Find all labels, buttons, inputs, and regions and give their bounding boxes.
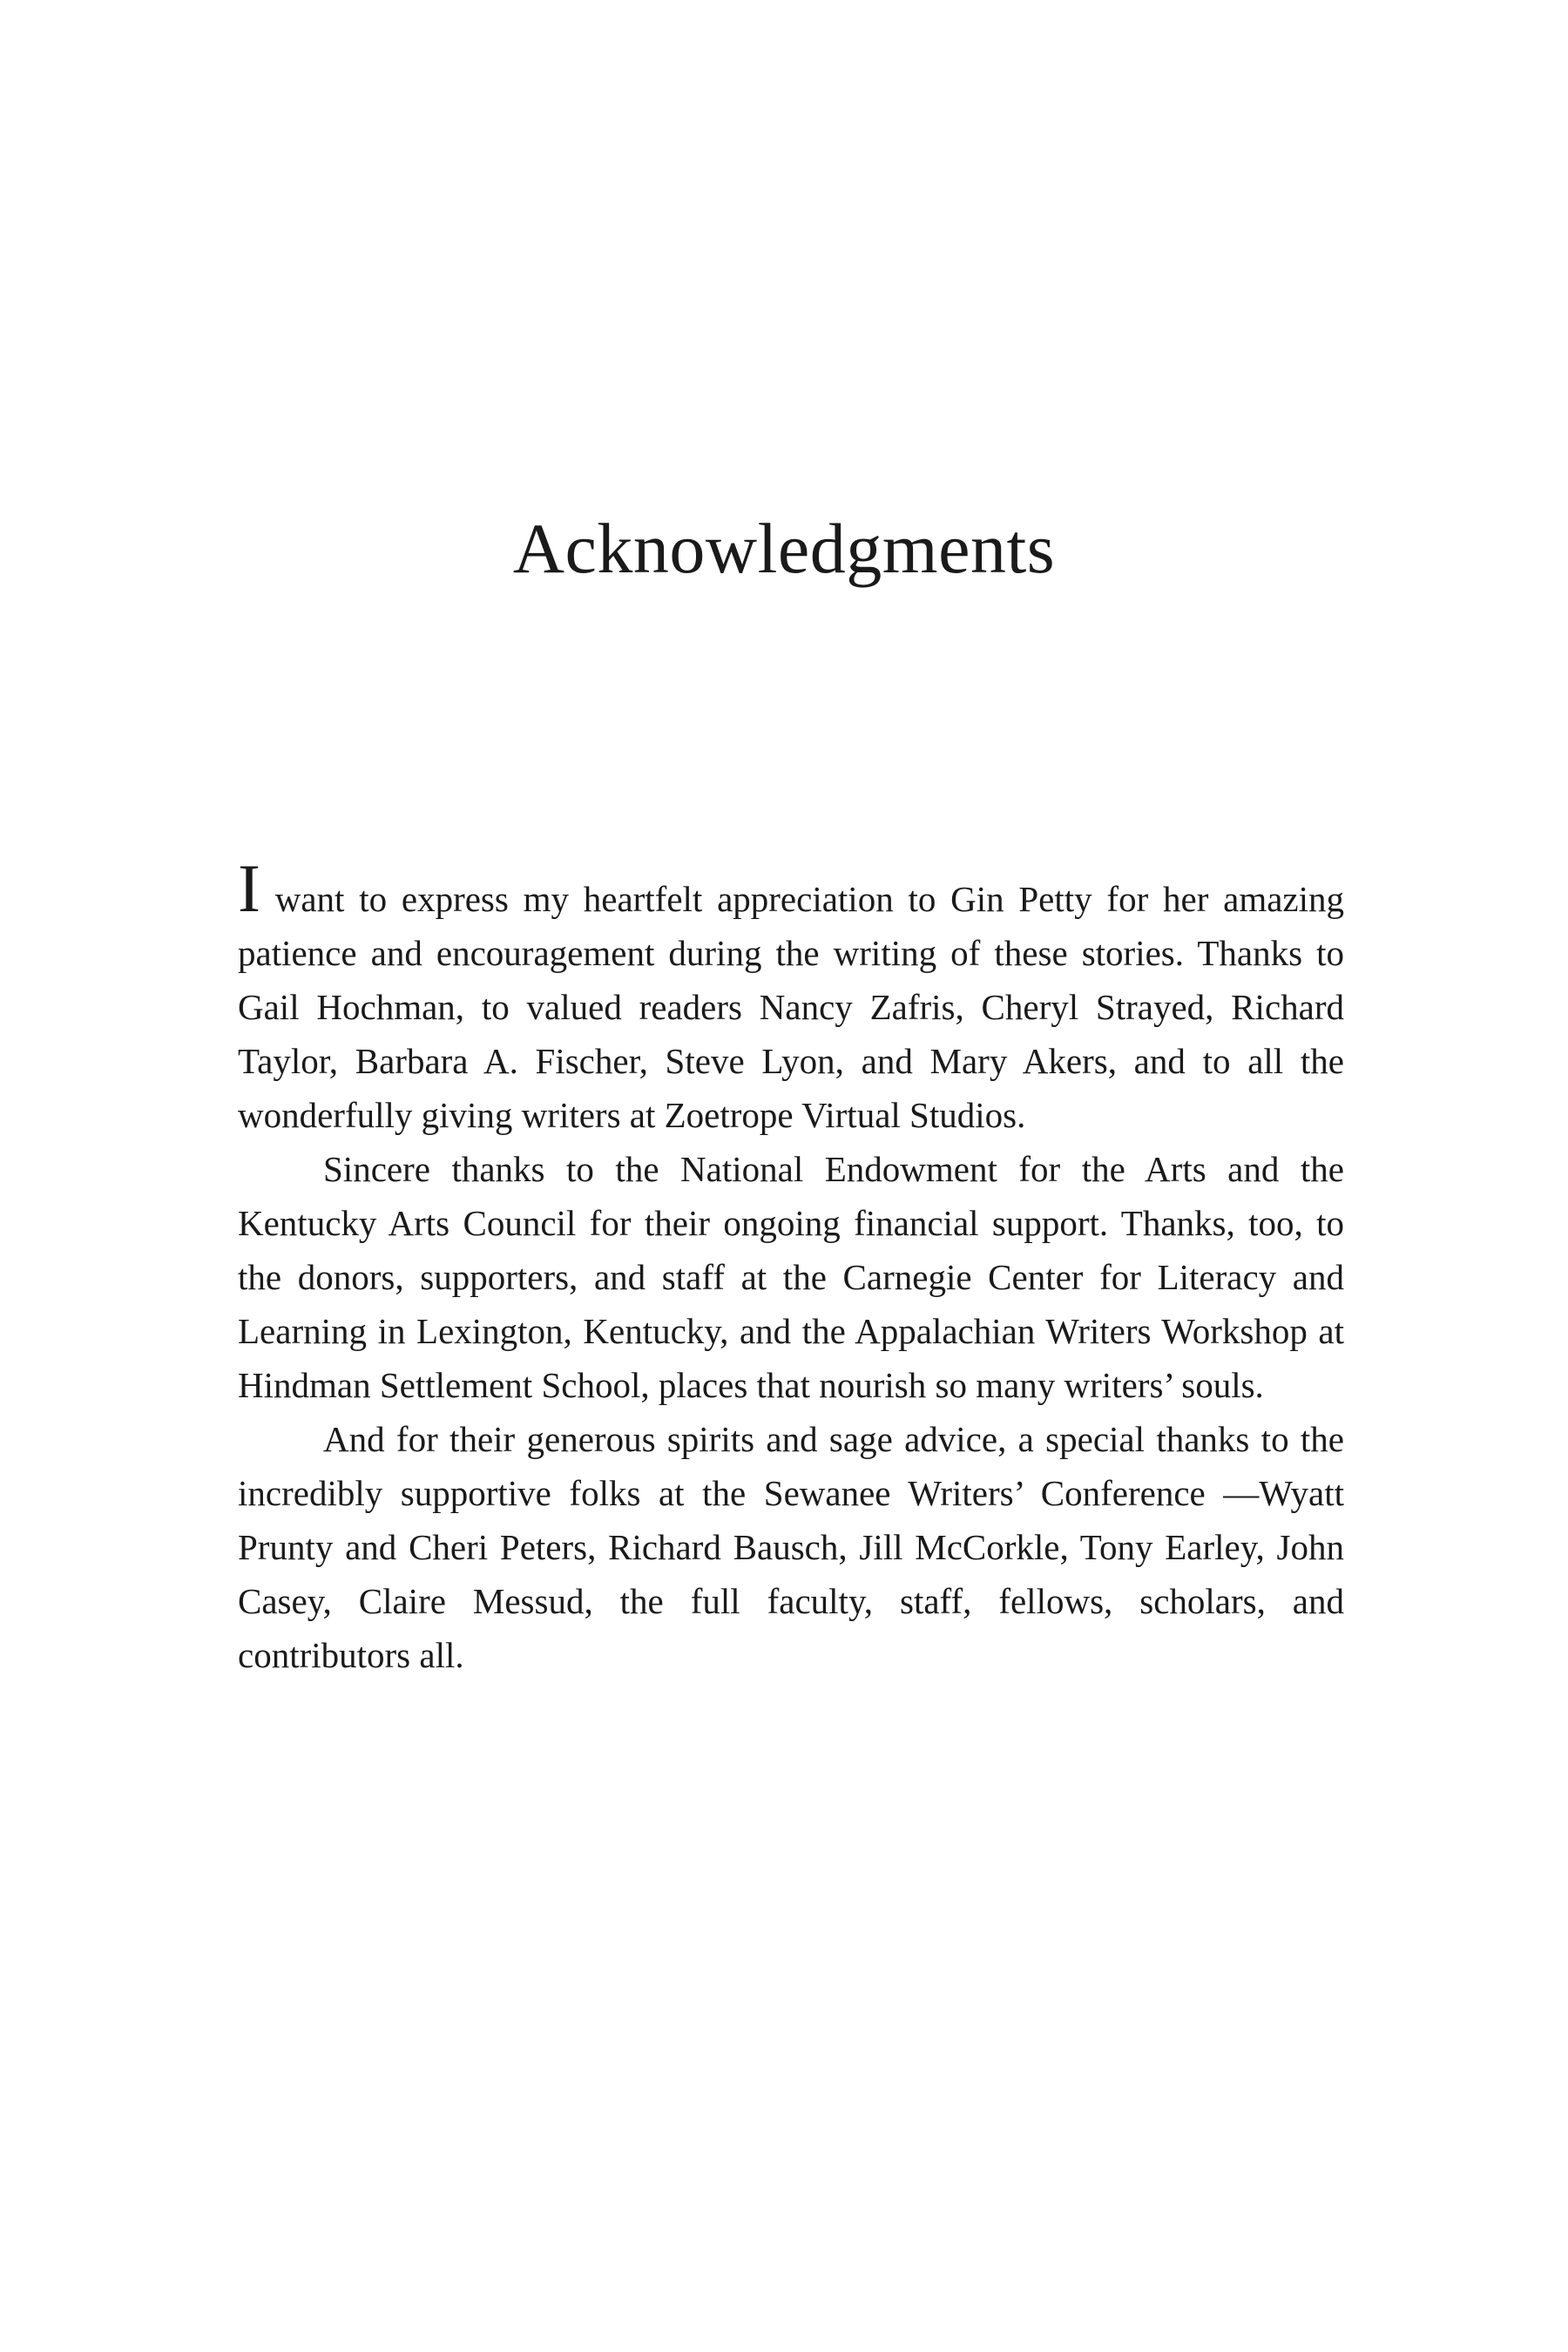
drop-cap-initial: I <box>238 850 260 926</box>
page-title: Acknowledgments <box>512 509 1056 588</box>
acknowledgments-body <box>238 850 1344 1682</box>
paragraph-1 <box>238 850 1344 1142</box>
paragraph-1-text: want to express my heartfelt appreciation to Gin Petty for her amazing patience and encouragement during the writing of these stories. Thanks to Gail Hochman, to valued readers Nancy Zafris, Cheryl Strayed, Richard Taylor, Barbara A. Fischer, Steve Lyon, and Mary Akers, and to all the wonderfully giving writers at Zoetrope Virtual Studios. <box>238 879 1344 1135</box>
paragraph-2: Sincere thanks to the National Endowment for the Arts and the Kentucky Arts Council for their ongoing financial support. Thanks, too, to the donors, supporters, and staff at the Carnegie Center for Literacy and Learning in Lexington, Kentucky, and the Appalachian Writers Workshop at Hindman Settlement School, places that nourish so many writers’ souls. <box>238 1149 1344 1405</box>
paragraph-3: And for their generous spirits and sage advice, a special thanks to the incredibly supportive folks at the Sewanee Writers’ Conference —Wyatt Prunty and Cheri Peters, Richard Bausch, Jill McCorkle, Tony Earley, John Casey, Claire Messud, the full faculty, staff, fellows, scholars, and contributors all. <box>238 1419 1344 1675</box>
